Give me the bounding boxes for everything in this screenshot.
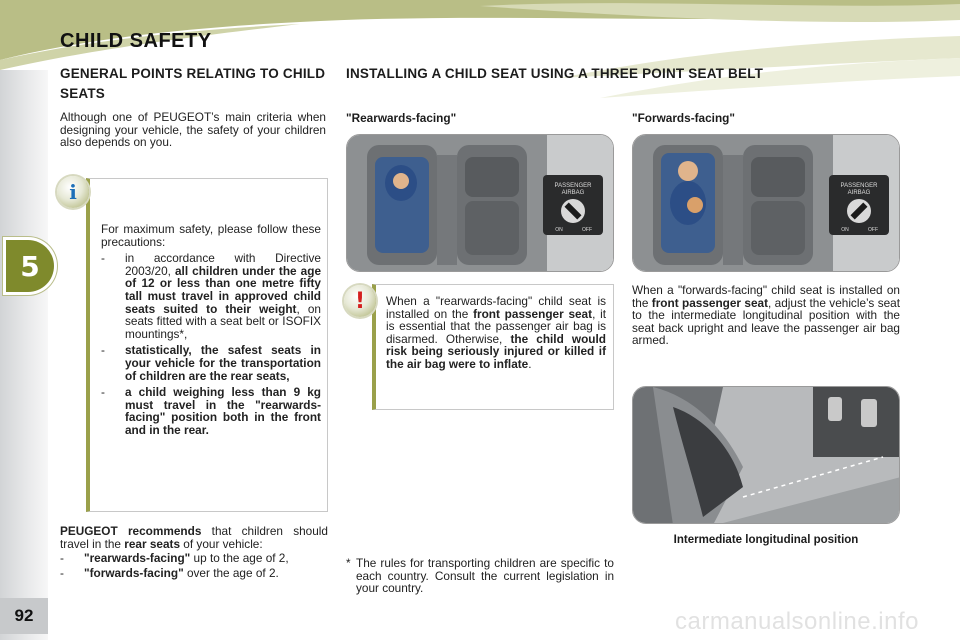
list-dash: - [101, 251, 105, 266]
rearwards-seat-photo [346, 134, 614, 272]
rec-item-bold: "rearwards-facing" [84, 551, 191, 566]
warning-text: When a "rearwards-facing" child seat is installed on the [386, 294, 606, 321]
rec-text: of your vehicle: [180, 536, 263, 551]
info-item-bold: statistically, the safest seats in your vehicle for the transportation of children are the rear seats, [125, 343, 321, 383]
info-list-item [101, 386, 321, 436]
footnote-star: * [346, 556, 351, 570]
list-dash: - [60, 551, 64, 566]
forwards-label: "Forwards-facing" [632, 111, 735, 125]
airbag-switch-label: AIRBAG [847, 190, 871, 196]
chapter-number: 5 [20, 249, 40, 283]
rec-brand: PEUGEOT recommends [60, 524, 202, 538]
page-title: CHILD SAFETY [60, 30, 212, 52]
page-number-text: 92 [14, 606, 34, 625]
general-intro: Although one of PEUGEOT’s main criteria when designing your vehicle, the safety of your children also depends on you. [60, 110, 326, 150]
airbag-switch-label: PASSENGER [840, 183, 878, 189]
info-item-text: , on seats fitted with a seat belt or ISOFIX mountings*, [125, 301, 321, 341]
list-item [60, 567, 328, 580]
warning-bold: front passenger seat [473, 306, 593, 321]
warning-text: , it is essential that the passenger air bag is disarmed. Otherwise, [386, 306, 606, 346]
info-item-bold: all children under the age of 12 or less than one metre fifty tall must travel in approved child seats suited to their weight [125, 263, 322, 316]
watermark: carmanualsonline.info [675, 608, 919, 635]
warning-bold: the child would risk being seriously injured or killed if the air bag were to inflate [386, 331, 606, 371]
rec-item-bold: "forwards-facing" [84, 565, 184, 580]
page-number [0, 598, 48, 634]
fwd-bold: front passenger seat [651, 295, 769, 310]
rec-item-text: over the age of 2. [183, 565, 279, 580]
info-list-item [101, 344, 321, 382]
airbag-switch-label: AIRBAG [561, 190, 585, 196]
airbag-switch-label: PASSENGER [554, 183, 592, 189]
recommendation [60, 525, 328, 579]
left-margin-strip [0, 70, 48, 640]
warning-text: . [528, 356, 532, 371]
airbag-off-label: OFF [582, 227, 592, 233]
footnote-text: The rules for transporting children are specific to each country. Consult the current legislation in your country. [356, 556, 614, 596]
fwd-text: , adjust the vehicle’s seat to the intermediate longitudinal position with the seat back upright and leave the passenger air bag armed. [632, 295, 900, 348]
info-item-text: in accordance with Directive 2003/20, [125, 251, 321, 278]
airbag-off-label: OFF [868, 227, 878, 233]
info-box-content [101, 223, 321, 441]
list-dash: - [60, 565, 64, 580]
seat-position-photo [632, 386, 900, 524]
warning-content [386, 295, 606, 371]
airbag-on-label: ON [841, 227, 849, 233]
fwd-text: When a "forwards-facing" child seat is installed on the [632, 283, 900, 310]
airbag-on-label: ON [555, 227, 563, 233]
installing-heading: INSTALLING A CHILD SEAT USING A THREE POINT SEAT BELT [346, 66, 764, 81]
info-list-item [101, 252, 321, 340]
exclamation-icon: ! [344, 285, 376, 317]
info-item-bold: a child weighing less than 9 kg must travel in the "rearwards-facing" position both in the front and in the rear. [125, 385, 321, 437]
rearwards-label: "Rearwards-facing" [346, 111, 457, 125]
list-dash: - [101, 385, 105, 400]
forwards-seat-photo [632, 134, 900, 272]
info-lead: For maximum safety, please follow these precautions: [101, 222, 321, 249]
list-item [60, 552, 328, 565]
info-icon: i [57, 176, 89, 208]
rec-rear-seats: rear seats [124, 536, 181, 551]
rec-item-text: up to the age of 2, [190, 551, 289, 566]
rec-text: that children should travel in the [60, 524, 328, 551]
photo-caption: Intermediate longitudinal position [673, 534, 859, 546]
forwards-instructions [632, 284, 900, 347]
list-dash: - [101, 343, 105, 358]
general-heading: GENERAL POINTS RELATING TO CHILD SEATS [60, 66, 326, 101]
footnote [346, 557, 614, 595]
